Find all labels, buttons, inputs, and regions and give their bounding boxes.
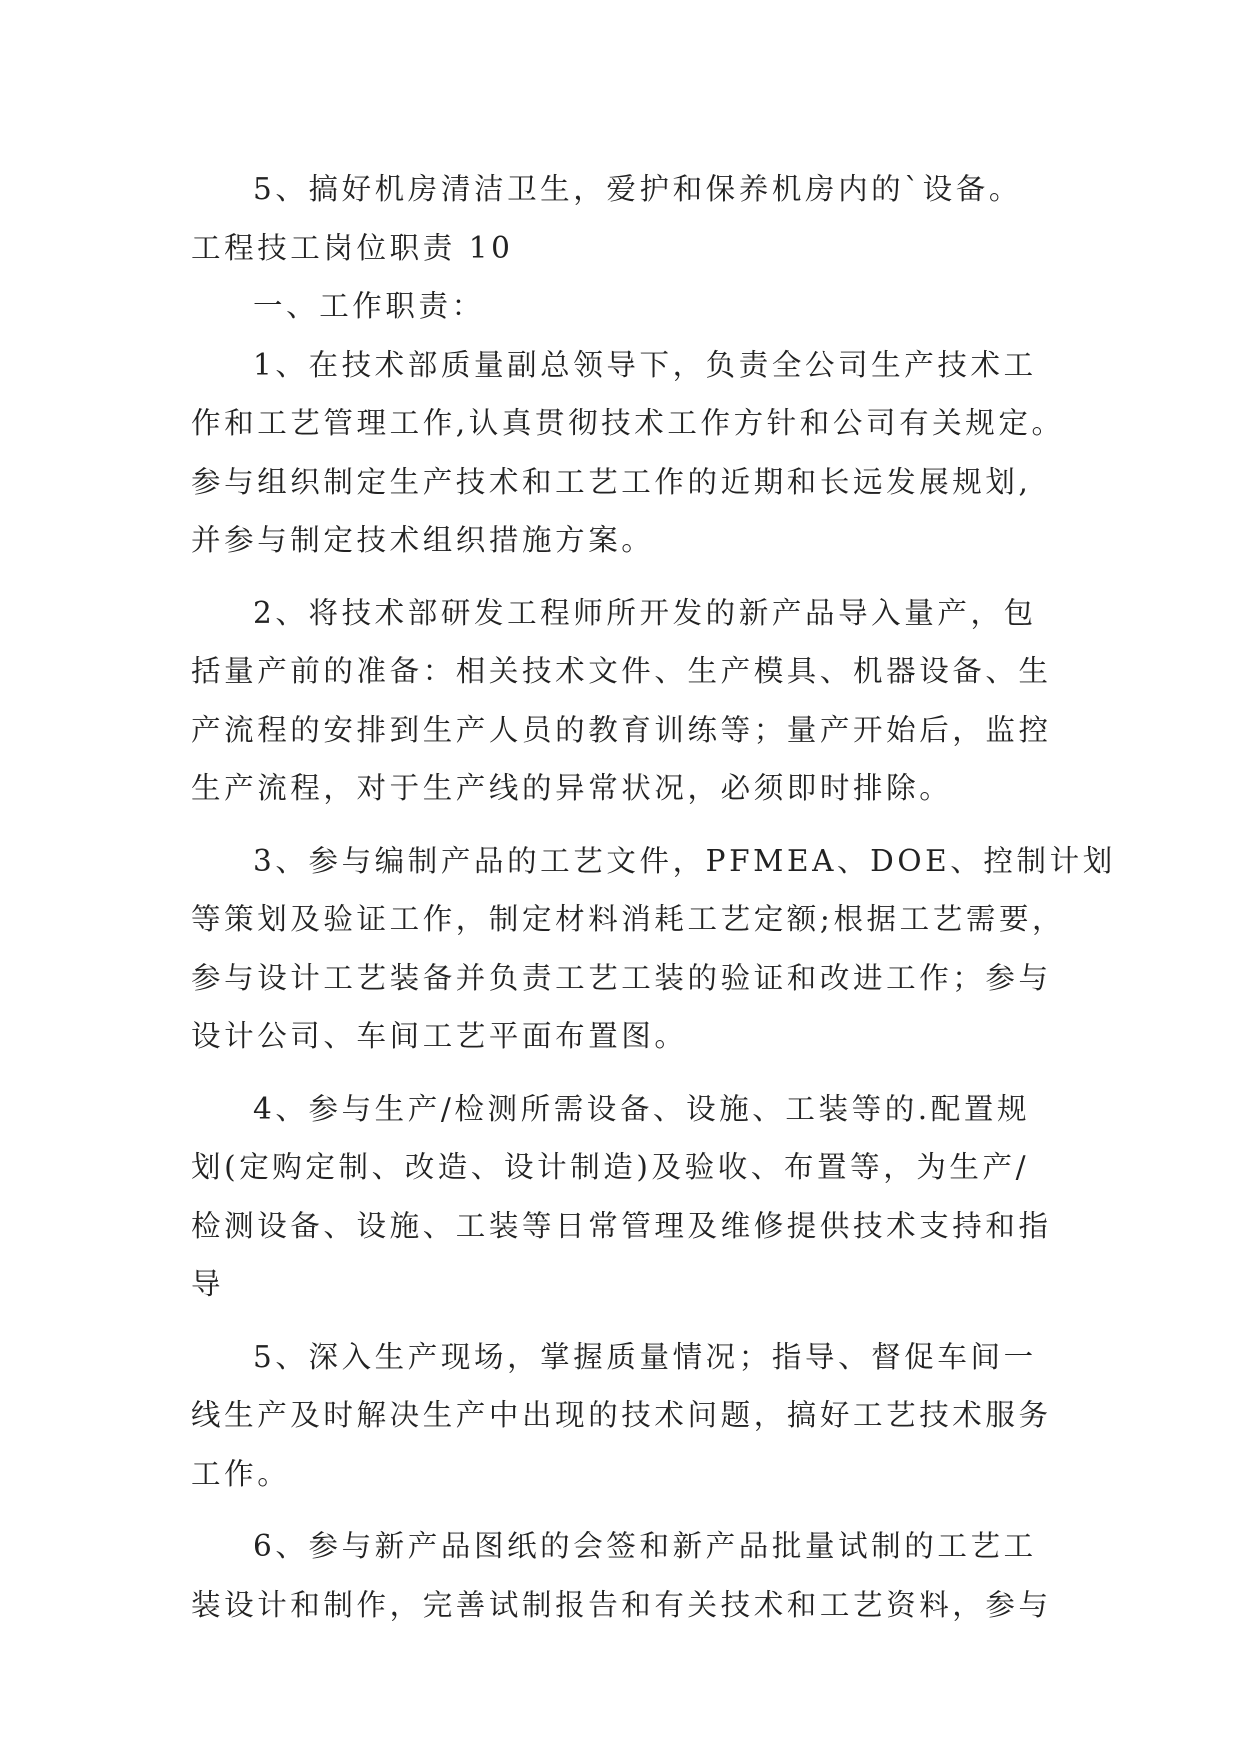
paragraph-line: 设计公司、车间工艺平面布置图。 [191, 1019, 688, 1053]
paragraph-line: 生产流程，对于生产线的异常状况，必须即时排除。 [191, 771, 953, 805]
paragraph-line: 线生产及时解决生产中出现的技术问题，搞好工艺技术服务 [191, 1398, 1052, 1432]
paragraph-line: 检测设备、设施、工装等日常管理及维修提供技术支持和指 [191, 1208, 1052, 1243]
paragraph-line: 1、在技术部质量副总领导下，负责全公司生产技术工 [253, 347, 1037, 382]
paragraph-line: 产流程的安排到生产人员的教育训练等；量产开始后，监控 [191, 712, 1052, 747]
paragraph-line: 装设计和制作，完善试制报告和有关技术和工艺资料，参与 [191, 1587, 1052, 1622]
paragraph-line: 工作。 [191, 1456, 291, 1491]
paragraph-line: 括量产前的准备：相关技术文件、生产模具、机器设备、生 [191, 654, 1052, 688]
subsection-heading: 一、工作职责： [253, 289, 485, 323]
paragraph-line: 2、将技术部研发工程师所开发的新产品导入量产，包 [253, 595, 1037, 630]
paragraph-line: 导 [191, 1267, 225, 1301]
paragraph-line: 5、搞好机房清洁卫生，爱护和保养机房内的`设备。 [253, 172, 1022, 206]
paragraph-line: 4、参与生产/检测所需设备、设施、工装等的.配置规 [253, 1091, 1031, 1126]
paragraph-line: 6、参与新产品图纸的会签和新产品批量试制的工艺工 [253, 1529, 1037, 1563]
paragraph-line: 3、参与编制产品的工艺文件，PFMEA、DOE、控制计划 [253, 843, 1116, 878]
paragraph-line: 划(定购定制、改造、设计制造)及验收、布置等，为生产/ [191, 1150, 1030, 1184]
paragraph-line: 参与组织制定生产技术和工艺工作的近期和长远发展规划, [191, 464, 1032, 499]
document-body [191, 160, 1116, 1634]
paragraph-line: 参与设计工艺装备并负责工艺工装的验证和改进工作；参与 [191, 960, 1052, 995]
paragraph-line: 作和工艺管理工作,认真贯彻技术工作方针和公司有关规定。 [191, 406, 1065, 440]
paragraph-line: 并参与制定技术组织措施方案。 [191, 523, 655, 557]
paragraph-line: 5、深入生产现场，掌握质量情况；指导、督促车间一 [253, 1339, 1037, 1374]
section-heading: 工程技工岗位职责 10 [191, 230, 514, 265]
paragraph-line: 等策划及验证工作，制定材料消耗工艺定额;根据工艺需要， [191, 902, 1066, 936]
